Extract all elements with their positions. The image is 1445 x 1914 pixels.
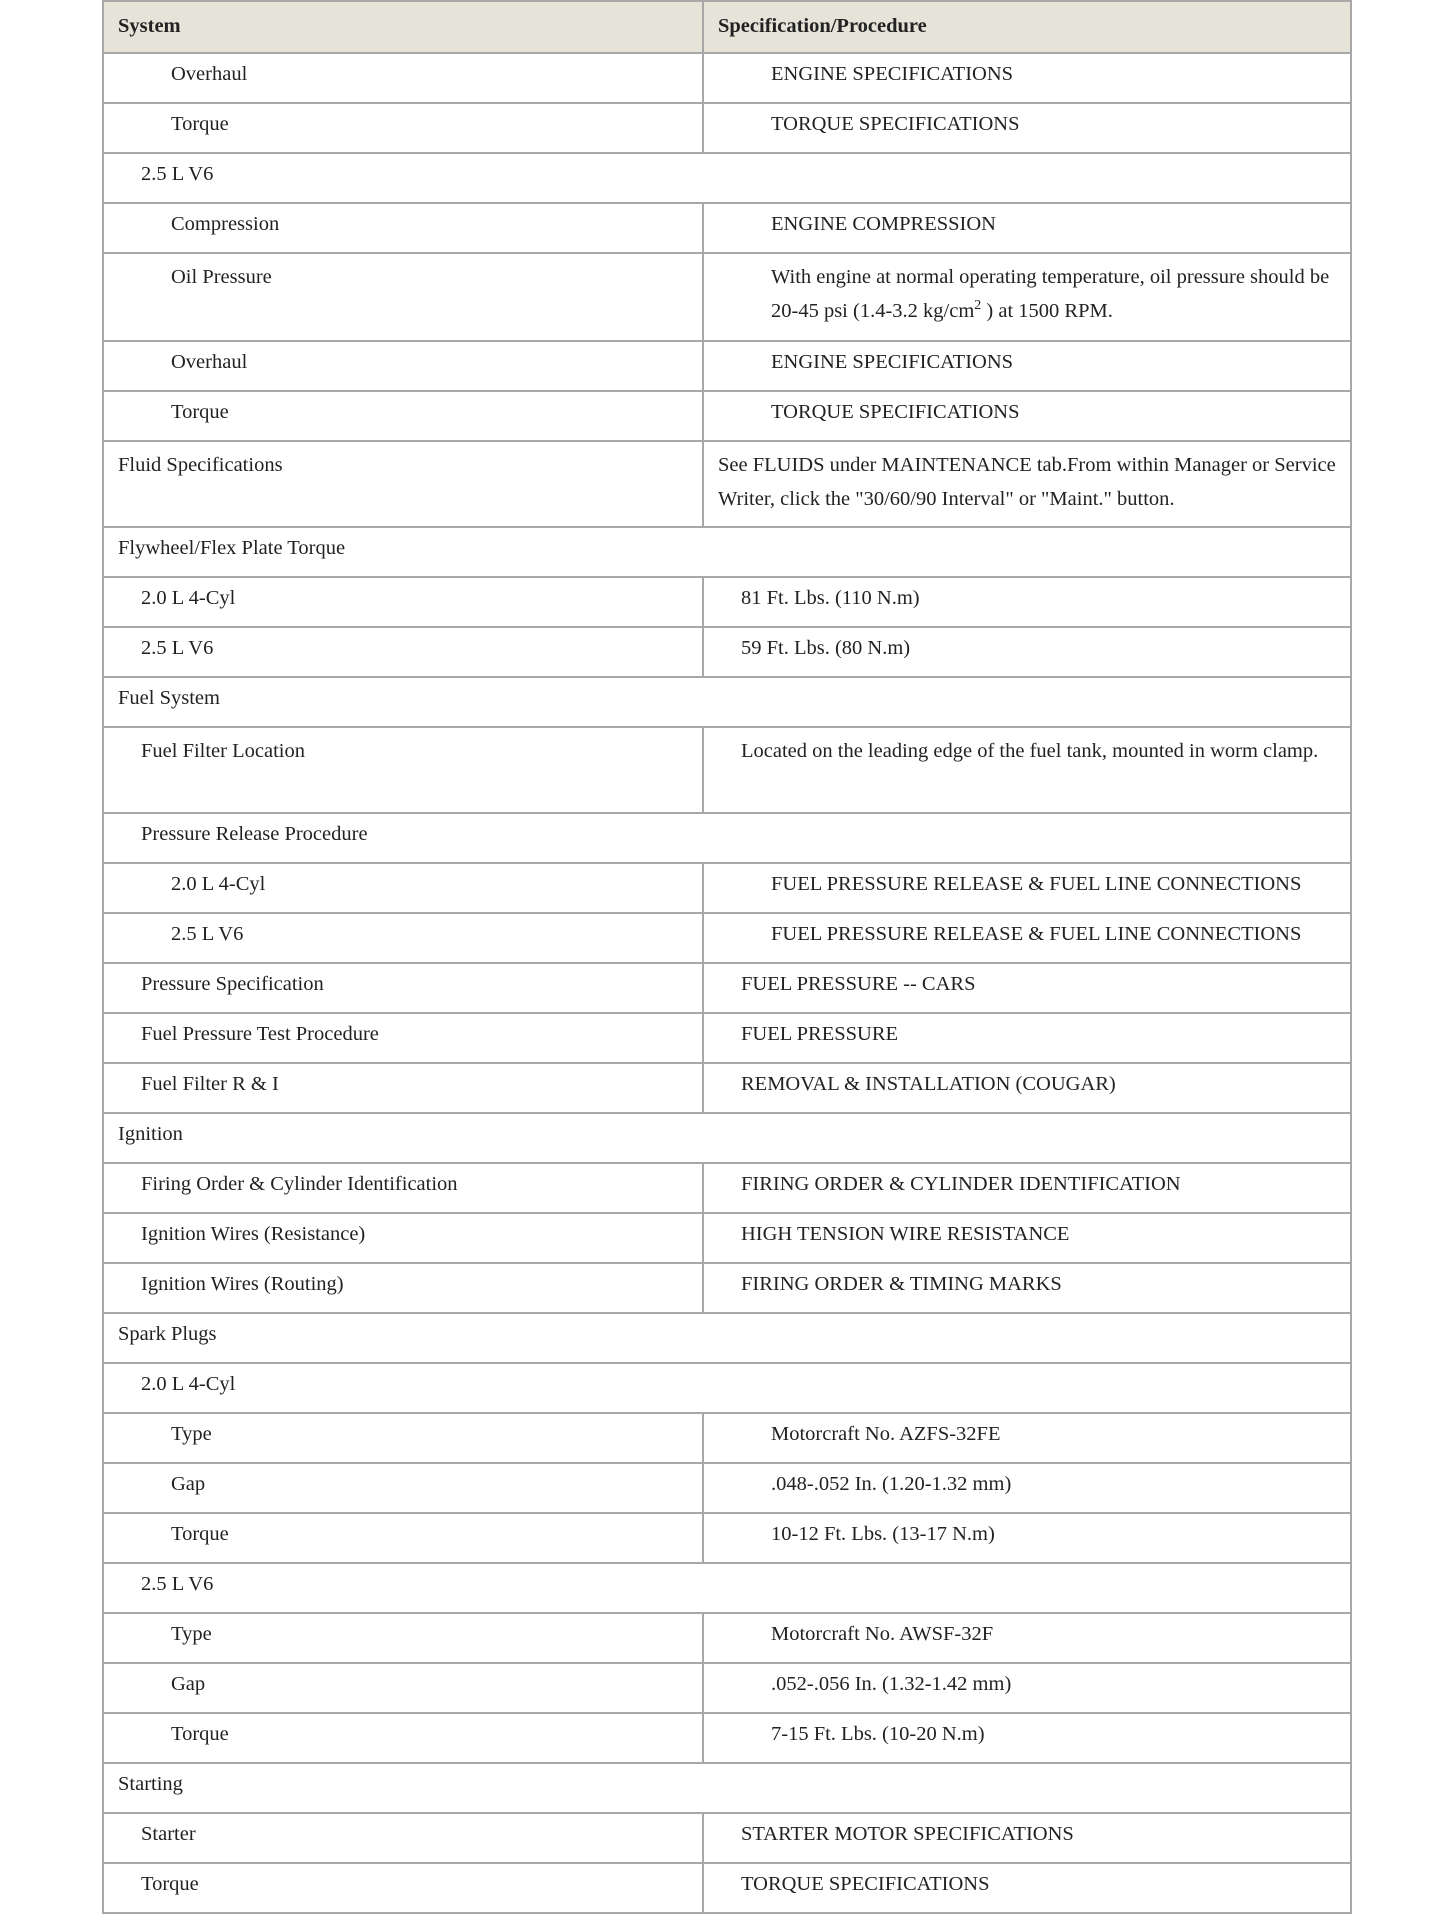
table-section-row [103, 677, 1351, 727]
specification-cell: FUEL PRESSURE -- CARS [703, 963, 1351, 1013]
table-row [103, 1463, 1351, 1513]
system-cell: Pressure Specification [103, 963, 703, 1013]
table-section-row [103, 1763, 1351, 1813]
specification-text: With engine at normal operating temperature, oil pressure should be 20-45 psi (1.4-3.2 kg/cm [771, 266, 1330, 322]
system-cell: Starter [103, 1813, 703, 1863]
specification-cell: Located on the leading edge of the fuel tank, mounted in worm clamp. [703, 727, 1351, 813]
specification-cell: 81 Ft. Lbs. (110 N.m) [703, 577, 1351, 627]
table-row [103, 1163, 1351, 1213]
system-cell: Oil Pressure [103, 253, 703, 341]
table-section-row [103, 1563, 1351, 1613]
specification-cell: 10-12 Ft. Lbs. (13-17 N.m) [703, 1513, 1351, 1563]
specification-cell: TORQUE SPECIFICATIONS [703, 103, 1351, 153]
specification-cell: Motorcraft No. AWSF-32F [703, 1613, 1351, 1663]
table-row [103, 391, 1351, 441]
system-cell: Fuel Pressure Test Procedure [103, 1013, 703, 1063]
system-cell: 2.5 L V6 [103, 153, 1351, 203]
table-row [103, 441, 1351, 527]
system-cell: Ignition Wires (Routing) [103, 1263, 703, 1313]
system-cell: Torque [103, 1713, 703, 1763]
system-cell: 2.0 L 4-Cyl [103, 1363, 1351, 1413]
specification-cell: .048-.052 In. (1.20-1.32 mm) [703, 1463, 1351, 1513]
table-row [103, 1613, 1351, 1663]
system-cell: 2.5 L V6 [103, 913, 703, 963]
table-row [103, 1063, 1351, 1113]
system-cell: Type [103, 1613, 703, 1663]
specification-cell: FUEL PRESSURE RELEASE & FUEL LINE CONNECTIONS [703, 913, 1351, 963]
specification-cell: FIRING ORDER & CYLINDER IDENTIFICATION [703, 1163, 1351, 1213]
system-cell: Compression [103, 203, 703, 253]
table-header-row [103, 1, 1351, 53]
system-cell: 2.0 L 4-Cyl [103, 577, 703, 627]
system-cell: Flywheel/Flex Plate Torque [103, 527, 1351, 577]
system-cell: Fuel Filter R & I [103, 1063, 703, 1113]
specification-text-tail: ) at 1500 RPM. [981, 300, 1113, 322]
system-cell: Spark Plugs [103, 1313, 1351, 1363]
specification-cell: TORQUE SPECIFICATIONS [703, 391, 1351, 441]
table-row [103, 863, 1351, 913]
header-system: System [103, 1, 703, 53]
specification-cell: .052-.056 In. (1.32-1.42 mm) [703, 1663, 1351, 1713]
system-cell: Fuel System [103, 677, 1351, 727]
table-section-row [103, 813, 1351, 863]
table-row [103, 1513, 1351, 1563]
specification-cell: ENGINE SPECIFICATIONS [703, 53, 1351, 103]
table-row [103, 203, 1351, 253]
system-cell: Fluid Specifications [103, 441, 703, 527]
system-cell: Starting [103, 1763, 1351, 1813]
system-cell: Overhaul [103, 341, 703, 391]
specification-cell: 59 Ft. Lbs. (80 N.m) [703, 627, 1351, 677]
table-row [103, 627, 1351, 677]
table-row [103, 1713, 1351, 1763]
table-row [103, 1863, 1351, 1913]
system-cell: 2.5 L V6 [103, 627, 703, 677]
specification-cell: REMOVAL & INSTALLATION (COUGAR) [703, 1063, 1351, 1113]
system-cell: Torque [103, 1513, 703, 1563]
table-row [103, 1263, 1351, 1313]
table-section-row [103, 527, 1351, 577]
table-row [103, 577, 1351, 627]
table-row [103, 341, 1351, 391]
table-row [103, 963, 1351, 1013]
specification-cell: Motorcraft No. AZFS-32FE [703, 1413, 1351, 1463]
table-row [103, 727, 1351, 813]
table-section-row [103, 1363, 1351, 1413]
table-section-row [103, 153, 1351, 203]
system-cell: 2.5 L V6 [103, 1563, 1351, 1613]
table-row [103, 53, 1351, 103]
header-specification: Specification/Procedure [703, 1, 1351, 53]
table-row [103, 1013, 1351, 1063]
table-row [103, 1413, 1351, 1463]
system-cell: Pressure Release Procedure [103, 813, 1351, 863]
system-cell: Torque [103, 103, 703, 153]
table-row [103, 1213, 1351, 1263]
specification-cell: See FLUIDS under MAINTENANCE tab.From within Manager or Service Writer, click the "30/60/90 Interval" or "Maint." button. [703, 441, 1351, 527]
system-cell: Torque [103, 391, 703, 441]
specification-cell: HIGH TENSION WIRE RESISTANCE [703, 1213, 1351, 1263]
table-section-row [103, 1313, 1351, 1363]
table-row [103, 1663, 1351, 1713]
table-row [103, 913, 1351, 963]
system-cell: Fuel Filter Location [103, 727, 703, 813]
system-cell: Type [103, 1413, 703, 1463]
specification-cell: STARTER MOTOR SPECIFICATIONS [703, 1813, 1351, 1863]
specification-cell [703, 253, 1351, 341]
specification-cell: FIRING ORDER & TIMING MARKS [703, 1263, 1351, 1313]
system-cell: Ignition Wires (Resistance) [103, 1213, 703, 1263]
system-cell: Firing Order & Cylinder Identification [103, 1163, 703, 1213]
system-cell: Gap [103, 1663, 703, 1713]
table-row [103, 103, 1351, 153]
table-body [103, 53, 1351, 1913]
specification-cell: FUEL PRESSURE RELEASE & FUEL LINE CONNECTIONS [703, 863, 1351, 913]
system-cell: Gap [103, 1463, 703, 1513]
table-row [103, 1813, 1351, 1863]
superscript: 2 [974, 298, 982, 314]
table-row [103, 253, 1351, 341]
specification-cell: ENGINE COMPRESSION [703, 203, 1351, 253]
system-cell: Ignition [103, 1113, 1351, 1163]
specification-table [102, 0, 1352, 1914]
specification-cell: ENGINE SPECIFICATIONS [703, 341, 1351, 391]
system-cell: 2.0 L 4-Cyl [103, 863, 703, 913]
system-cell: Overhaul [103, 53, 703, 103]
table-section-row [103, 1113, 1351, 1163]
system-cell: Torque [103, 1863, 703, 1913]
specification-cell: FUEL PRESSURE [703, 1013, 1351, 1063]
specification-cell: TORQUE SPECIFICATIONS [703, 1863, 1351, 1913]
specification-cell: 7-15 Ft. Lbs. (10-20 N.m) [703, 1713, 1351, 1763]
